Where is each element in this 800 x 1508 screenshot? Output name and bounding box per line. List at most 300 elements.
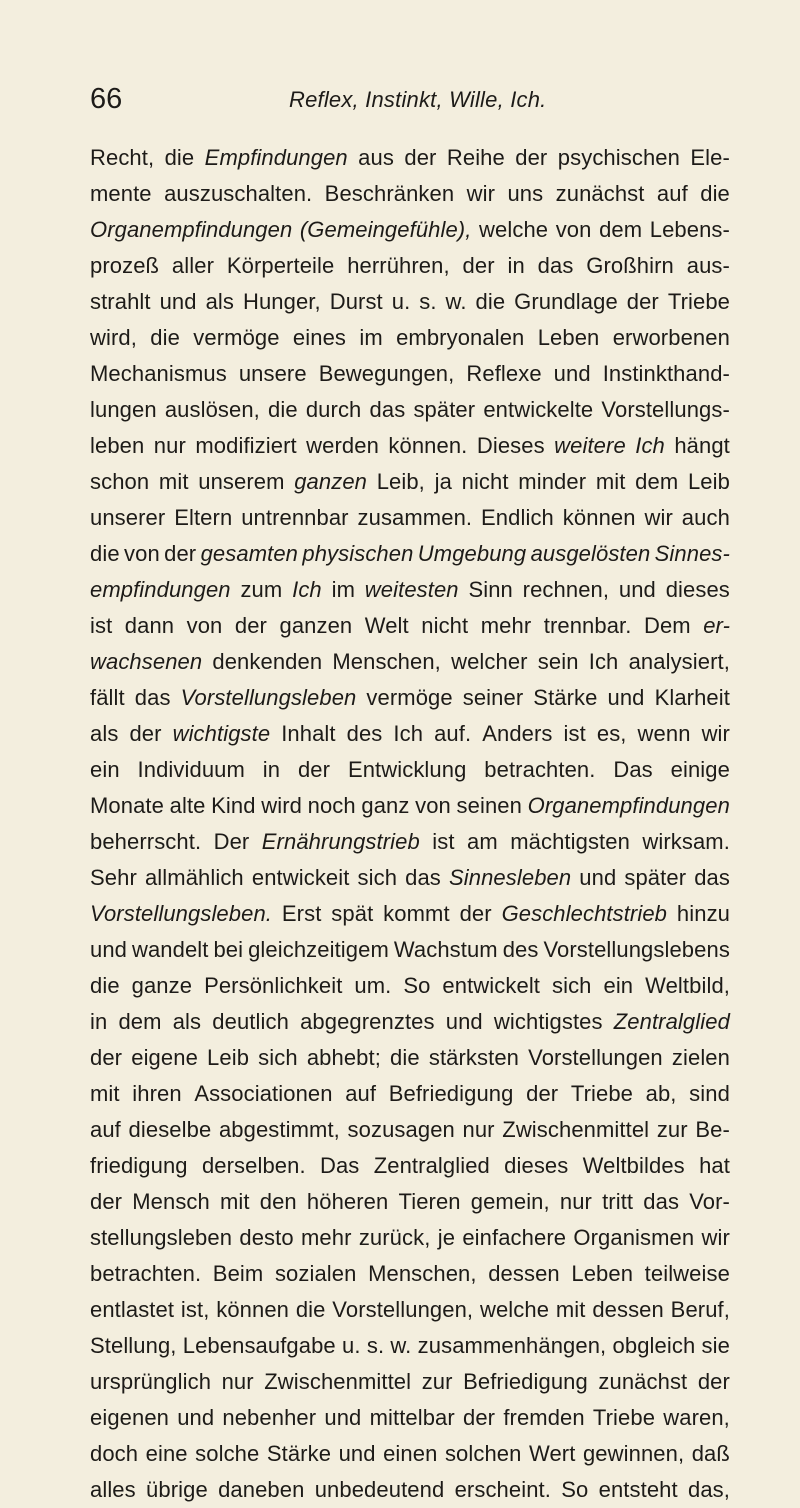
word: einen xyxy=(383,1441,438,1466)
word: und xyxy=(177,1405,215,1430)
word: wichtigstes xyxy=(493,1009,603,1034)
word: die xyxy=(164,145,195,170)
word: welche xyxy=(479,1297,550,1322)
word: nur xyxy=(153,433,186,458)
word: der xyxy=(626,289,659,314)
word: mente xyxy=(90,181,152,206)
word: Hunger, xyxy=(242,289,321,314)
word: Associationen xyxy=(194,1081,333,1106)
word: die xyxy=(268,397,298,422)
word: die xyxy=(390,1045,420,1070)
emphasized-word: weitesten xyxy=(364,577,459,602)
word: ist xyxy=(90,613,113,638)
word: sich xyxy=(551,973,592,998)
running-title: Reflex, Instinkt, Wille, Ich. xyxy=(289,87,547,112)
word: welcher xyxy=(451,649,528,674)
word: ein xyxy=(603,973,634,998)
emphasized-word: wichtigste xyxy=(172,721,271,746)
word: Beruf, xyxy=(670,1297,730,1322)
word: ja xyxy=(434,469,452,494)
word: sich xyxy=(357,865,398,890)
word: Anders xyxy=(482,721,553,746)
word: Wachstum xyxy=(393,937,498,962)
word: zunächst xyxy=(555,181,645,206)
word: zur xyxy=(656,1117,688,1142)
text-line xyxy=(90,320,730,356)
text-line xyxy=(90,1148,730,1184)
word: entlastet xyxy=(90,1297,175,1322)
word: daneben xyxy=(218,1477,305,1502)
word: entsteht xyxy=(598,1477,678,1502)
word: derselben. xyxy=(201,1153,306,1178)
word: eigene xyxy=(131,1045,198,1070)
text-line xyxy=(90,1472,730,1508)
word: betrachten. xyxy=(484,757,596,782)
word: ein xyxy=(90,757,120,782)
text-line xyxy=(90,1004,730,1040)
word: Stellung, xyxy=(90,1333,177,1358)
emphasized-word: Organempfindungen xyxy=(527,793,730,818)
word: Individuum xyxy=(137,757,245,782)
word: Vor- xyxy=(689,1189,730,1214)
word: erworbenen xyxy=(612,325,730,350)
word: ist, xyxy=(180,1297,210,1322)
word: wir xyxy=(701,721,730,746)
text-line xyxy=(90,824,730,860)
word: der xyxy=(462,253,495,278)
word: höheren xyxy=(306,1189,389,1214)
word: in xyxy=(262,757,281,782)
word: die xyxy=(90,973,120,998)
text-line xyxy=(90,716,730,752)
emphasized-word: Organempfindungen xyxy=(90,217,293,242)
word: Lebensaufgabe xyxy=(182,1333,336,1358)
text-line xyxy=(90,1040,730,1076)
word: Triebe xyxy=(592,1405,656,1430)
word: und xyxy=(90,937,128,962)
text-line xyxy=(90,500,730,536)
word: der xyxy=(404,145,437,170)
emphasized-word: Empfindungen xyxy=(204,145,348,170)
text-line xyxy=(90,788,730,824)
word: noch xyxy=(307,793,356,818)
word: Ich xyxy=(588,649,619,674)
word: abhebt; xyxy=(306,1045,381,1070)
text-line xyxy=(90,752,730,788)
emphasized-word: Zentralglied xyxy=(613,1009,730,1034)
word: später xyxy=(413,397,476,422)
word: in xyxy=(507,253,525,278)
word: nicht xyxy=(421,613,469,638)
word: beherrscht. xyxy=(90,829,202,854)
word: modifiziert xyxy=(195,433,297,458)
word: Vorstellungslebens xyxy=(543,937,730,962)
word: desto xyxy=(239,1225,294,1250)
word: Sinn xyxy=(468,577,513,602)
text-line xyxy=(90,140,730,176)
text-line xyxy=(90,1184,730,1220)
emphasized-word: Geschlechtstrieb xyxy=(501,901,668,926)
word: friedigung xyxy=(90,1153,188,1178)
emphasized-word: (Gemeingefühle), xyxy=(299,217,472,242)
word: die xyxy=(295,1297,326,1322)
word: und xyxy=(618,577,656,602)
word: dieses xyxy=(665,577,730,602)
word: entwickelte xyxy=(483,397,594,422)
word: dem xyxy=(635,469,679,494)
word: sich xyxy=(258,1045,298,1070)
emphasized-word: Vorstellungsleben xyxy=(180,685,357,710)
word: Großhirn xyxy=(586,253,674,278)
word: teilweise xyxy=(644,1261,730,1286)
word: ist xyxy=(563,721,586,746)
word: zielen xyxy=(671,1045,730,1070)
word: trennbar. xyxy=(543,613,632,638)
emphasized-word: Ich xyxy=(635,433,665,458)
word: es, xyxy=(596,721,627,746)
word: solche xyxy=(195,1441,260,1466)
word: am xyxy=(467,829,498,854)
word: der xyxy=(90,1189,123,1214)
word: als xyxy=(172,1009,202,1034)
word: w. xyxy=(445,289,467,314)
word: hinzu xyxy=(676,901,730,926)
word: Sehr xyxy=(90,865,137,890)
word: Triebe xyxy=(667,289,730,314)
word: dann xyxy=(124,613,175,638)
emphasized-word: Sinnes- xyxy=(654,541,730,566)
word: auslösen, xyxy=(164,397,260,422)
word: unbedeutend xyxy=(314,1477,445,1502)
word: die xyxy=(475,289,506,314)
text-line xyxy=(90,1328,730,1364)
text-line xyxy=(90,860,730,896)
text-line xyxy=(90,284,730,320)
text-line xyxy=(90,356,730,392)
word: Monate xyxy=(90,793,164,818)
word: Persönlichkeit xyxy=(204,973,343,998)
word: Organismen xyxy=(573,1225,695,1250)
emphasized-word: gesamten xyxy=(200,541,299,566)
word: stärksten xyxy=(428,1045,520,1070)
word: ist xyxy=(432,829,455,854)
word: auszuschalten. xyxy=(164,181,313,206)
word: untrennbar xyxy=(241,505,349,530)
word: mit xyxy=(158,469,189,494)
word: Leib xyxy=(207,1045,250,1070)
word: zunächst xyxy=(598,1369,688,1394)
word: dem xyxy=(118,1009,162,1034)
word: die xyxy=(90,541,120,566)
word: spät xyxy=(331,901,374,926)
word: Körperteile xyxy=(226,253,335,278)
word: der xyxy=(526,1081,559,1106)
word: und xyxy=(579,865,617,890)
word: Endlich xyxy=(481,505,554,530)
word: ganzen xyxy=(279,613,353,638)
word: gewinnen, xyxy=(582,1441,685,1466)
word: um. xyxy=(354,973,392,998)
text-line xyxy=(90,1364,730,1400)
word: zur xyxy=(421,1369,453,1394)
word: im xyxy=(331,577,355,602)
word: ihren xyxy=(132,1081,182,1106)
word: zurück, xyxy=(358,1225,431,1250)
word: Vorstellungen xyxy=(528,1045,663,1070)
word: tritt xyxy=(602,1189,634,1214)
word: Vorstellungen, xyxy=(332,1297,474,1322)
text-line xyxy=(90,536,730,572)
text-line xyxy=(90,392,730,428)
word: von xyxy=(555,217,592,242)
word: der xyxy=(459,901,492,926)
text-line xyxy=(90,968,730,1004)
text-line xyxy=(90,1112,730,1148)
word: mächtigsten xyxy=(510,829,630,854)
emphasized-word: Ernährungstrieb xyxy=(261,829,420,854)
word: der xyxy=(463,1405,496,1430)
word: vermöge xyxy=(366,685,453,710)
word: der xyxy=(129,721,162,746)
word: eigenen xyxy=(90,1405,169,1430)
word: wird xyxy=(261,793,302,818)
word: leben xyxy=(90,433,145,458)
word: allmählich xyxy=(144,865,244,890)
word: im xyxy=(359,325,383,350)
word: Weltbild, xyxy=(645,973,730,998)
word: Eltern xyxy=(174,505,233,530)
word: und xyxy=(324,1405,362,1430)
emphasized-word: Umgebung xyxy=(417,541,527,566)
word: Welt xyxy=(364,613,409,638)
word: ganz xyxy=(361,793,410,818)
word: der xyxy=(90,1045,123,1070)
word: dieselbe xyxy=(128,1117,212,1142)
word: bei xyxy=(213,937,244,962)
word: u. xyxy=(391,289,411,314)
word: sind xyxy=(689,1081,730,1106)
word: Das xyxy=(319,1153,360,1178)
word: u. xyxy=(342,1333,361,1358)
text-line xyxy=(90,1292,730,1328)
word: sozialen xyxy=(274,1261,357,1286)
running-head xyxy=(90,82,730,118)
word: mit xyxy=(595,469,626,494)
word: Leben xyxy=(571,1261,634,1286)
word: seiner xyxy=(462,685,524,710)
word: und xyxy=(607,685,645,710)
word: Durst xyxy=(329,289,383,314)
word: übrige xyxy=(146,1477,208,1502)
word: Ich xyxy=(393,721,424,746)
text-line xyxy=(90,1220,730,1256)
word: unserer xyxy=(90,505,166,530)
word: Zentralglied xyxy=(373,1153,490,1178)
word: auch xyxy=(681,505,730,530)
word: aller xyxy=(171,253,214,278)
word: Befriedigung xyxy=(463,1369,588,1394)
text-line xyxy=(90,1076,730,1112)
emphasized-word: physischen xyxy=(302,541,414,566)
word: hängt xyxy=(674,433,730,458)
word: Menschen, xyxy=(368,1261,477,1286)
word: Beim xyxy=(212,1261,264,1286)
word: eine xyxy=(145,1441,188,1466)
word: durch xyxy=(305,397,362,422)
word: waren, xyxy=(663,1405,730,1430)
word: obgleich xyxy=(612,1333,696,1358)
word: schon xyxy=(90,469,150,494)
text-line xyxy=(90,608,730,644)
word: unsere xyxy=(238,361,307,386)
text-line xyxy=(90,464,730,500)
word: denkenden xyxy=(212,649,323,674)
word: einige xyxy=(670,757,730,782)
word: und xyxy=(338,1441,376,1466)
word: seinen xyxy=(456,793,522,818)
word: dessen xyxy=(488,1261,560,1286)
word: die xyxy=(150,325,180,350)
word: Leib xyxy=(687,469,730,494)
word: als xyxy=(205,289,234,314)
word: Dieses xyxy=(476,433,545,458)
word: Der xyxy=(213,829,250,854)
word: fremden xyxy=(503,1405,585,1430)
word: Be- xyxy=(695,1117,730,1142)
word: wandelt xyxy=(131,937,209,962)
word: ursprünglich xyxy=(90,1369,212,1394)
word: dem xyxy=(599,217,643,242)
word: Erst xyxy=(281,901,322,926)
word: prozeß xyxy=(90,253,160,278)
word: Inhalt xyxy=(281,721,336,746)
word: Wert xyxy=(529,1441,576,1466)
word: w. xyxy=(390,1333,412,1358)
word: sozusagen xyxy=(347,1117,455,1142)
word: das xyxy=(694,865,730,890)
word: unserem xyxy=(198,469,285,494)
word: auf xyxy=(656,181,688,206)
emphasized-word: wachsenen xyxy=(90,649,203,674)
emphasized-word: ausgelösten xyxy=(530,541,651,566)
emphasized-word: Ich xyxy=(292,577,322,602)
word: Tieren xyxy=(398,1189,461,1214)
word: Lebens- xyxy=(649,217,730,242)
word: der xyxy=(234,613,267,638)
word: Klarheit xyxy=(654,685,730,710)
word: des xyxy=(502,937,539,962)
word: wird, xyxy=(90,325,137,350)
word: auf xyxy=(345,1081,377,1106)
text-line xyxy=(90,212,730,248)
word: je xyxy=(437,1225,456,1250)
body-text xyxy=(90,140,730,1508)
word: abgestimmt, xyxy=(218,1117,340,1142)
text-line xyxy=(90,572,730,608)
word: rechnen, xyxy=(522,577,610,602)
emphasized-word: ganzen xyxy=(294,469,367,494)
word: Weltbildes xyxy=(582,1153,685,1178)
emphasized-word: weitere xyxy=(554,433,626,458)
word: mittelbar xyxy=(369,1405,455,1430)
word: Leben xyxy=(537,325,600,350)
word: den xyxy=(259,1189,297,1214)
word: Stärke xyxy=(266,1441,332,1466)
text-line xyxy=(90,932,730,968)
word: eines xyxy=(292,325,346,350)
word: psychischen xyxy=(557,145,680,170)
word: embryonalen xyxy=(396,325,525,350)
word: ganze xyxy=(131,973,193,998)
page-number: 66 xyxy=(90,83,123,115)
word: Mechanismus xyxy=(90,361,227,386)
word: das xyxy=(134,685,171,710)
word: wir xyxy=(701,1225,730,1250)
word: Mensch xyxy=(132,1189,210,1214)
text-line xyxy=(90,644,730,680)
word: werden xyxy=(306,433,379,458)
word: Triebe xyxy=(570,1081,633,1106)
word: und xyxy=(159,289,197,314)
word: Vorstellungs- xyxy=(601,397,730,422)
word: analysiert, xyxy=(628,649,730,674)
word: können. xyxy=(388,433,468,458)
word: nur xyxy=(559,1189,592,1214)
word: entwickelt xyxy=(442,973,541,998)
word: mehr xyxy=(300,1225,352,1250)
word: betrachten. xyxy=(90,1261,202,1286)
word: hat xyxy=(699,1153,730,1178)
word: dessen xyxy=(592,1297,664,1322)
emphasized-word: er- xyxy=(703,613,730,638)
word: mit xyxy=(220,1189,250,1214)
emphasized-word: Vorstellungsleben. xyxy=(90,901,272,926)
word: der xyxy=(164,541,197,566)
word: nebenher xyxy=(222,1405,317,1430)
word: uns xyxy=(507,181,544,206)
word: und xyxy=(445,1009,483,1034)
word: können xyxy=(216,1297,289,1322)
word: der xyxy=(697,1369,730,1394)
word: Ele- xyxy=(690,145,730,170)
word: lungen xyxy=(90,397,157,422)
word: Reihe xyxy=(446,145,505,170)
word: wir xyxy=(644,505,673,530)
word: sein xyxy=(537,649,579,674)
word: Befriedigung xyxy=(388,1081,514,1106)
word: Zwischenmittel xyxy=(264,1369,412,1394)
word: daß xyxy=(691,1441,730,1466)
word: von xyxy=(415,793,451,818)
word: deutlich xyxy=(212,1009,289,1034)
word: von xyxy=(124,541,160,566)
word: das xyxy=(405,865,441,890)
word: erscheint. xyxy=(454,1477,551,1502)
word: dieses xyxy=(504,1153,569,1178)
word: gemein, xyxy=(470,1189,550,1214)
word: strahlt xyxy=(90,289,151,314)
word: Instinkthand- xyxy=(602,361,730,386)
word: nicht xyxy=(461,469,509,494)
word: stellungsleben xyxy=(90,1225,233,1250)
word: entwickeit xyxy=(251,865,350,890)
word: mit xyxy=(90,1081,120,1106)
word: auf. xyxy=(434,721,472,746)
word: das xyxy=(537,253,574,278)
word: Kind xyxy=(211,793,256,818)
word: Dem xyxy=(643,613,691,638)
word: fällt xyxy=(90,685,125,710)
